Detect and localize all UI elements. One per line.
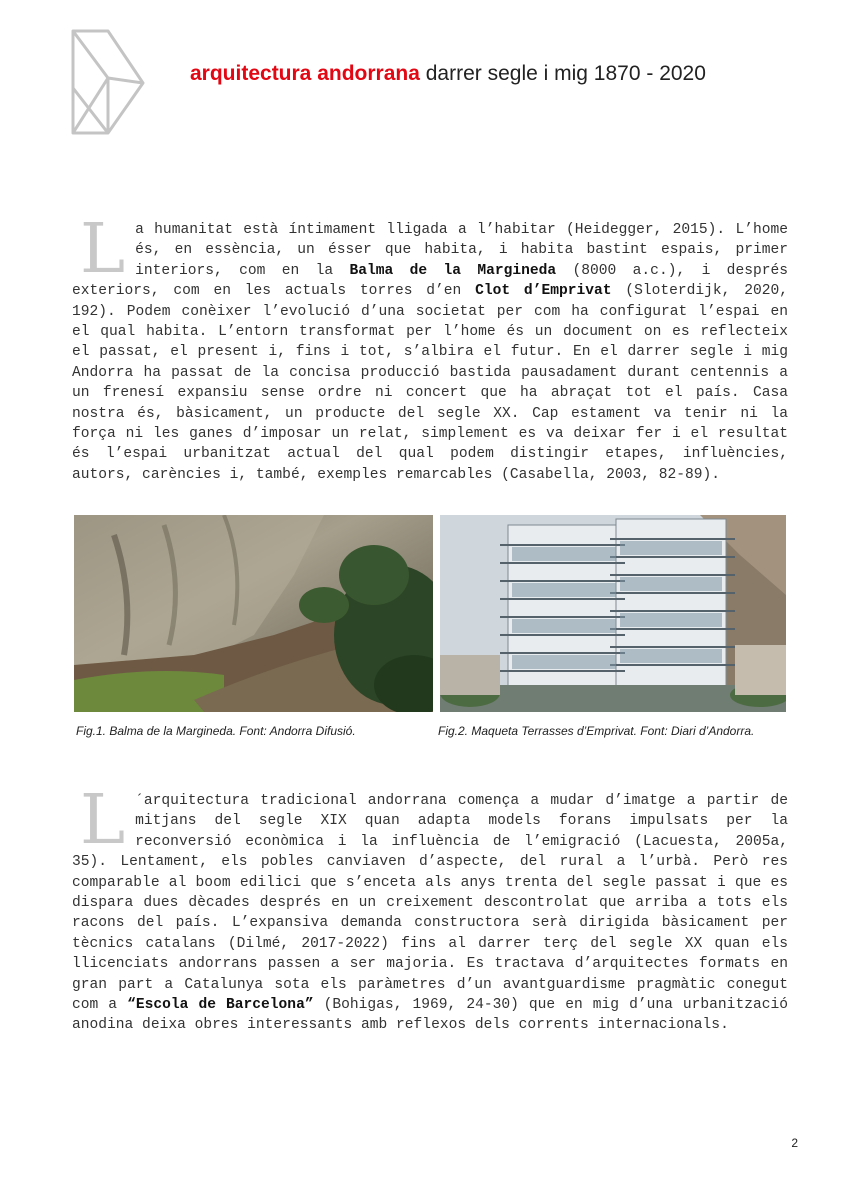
dropcap-1: L [80,210,126,289]
para2-text-2: (Bohigas, 1969, 24-30) que en mig d’una urbanització anodina deixa obres interessants amb reflexos dels corrents internacionals. [72,997,788,1034]
figure-1-caption: Fig.1. Balma de la Margineda. Font: Andorra Difusió. [76,724,356,738]
para1-text-1: a humanitat està íntimament lligada a l’habitar (Heidegger, 2015). L’home és, en essència, un ésser que habita, i habita bastint espais, primer interiors, com en la [135,222,788,279]
para1-bold-1: Balma de la Margineda [349,262,557,279]
para2-text-1: ´arquitectura tradicional andorrana comença a mudar d’imatge a partir de mitjans del segle XIX quan adapta models forans impulsats per la reconversió econòmica i la influència de l’emigració (Lacuesta, 2005a, 35). Lentament, els pobles canviaven d’aspecte, del rural a l’urbà. Però res comparable al boom edilici que s’enceta als anys trenta del segle passat i que es dispara dues dècades després en un creixement descontrolat que arriba a tots els racons del país. L’expansiva demanda constructora serà dirigida bàsicament per tècnics catalans (Dilmé, 2017-2022) fins al darrer terç del segle XX quan els llicenciats andorrans passen a ser majoria. Es tractava d’arquitectes formats en gran part a Catalunya sota els paràmetres d’un avantguardisme pragmàtic conegut com a [72,793,788,1014]
para1-bold-2: Clot d’Emprivat [475,283,612,300]
paragraph-1 [72,210,788,485]
photo-terrasses-emprivat [440,515,786,712]
logo-icon [70,28,146,136]
figure-2-caption: Fig.2. Maqueta Terrasses d’Emprivat. Font: Diari d’Andorra. [438,724,755,738]
para1-text-3: (Sloterdijk, 2020, 192). Podem conèixer l’evolució d’una societat per com ha configurat l’espai en el qual habita. L’entorn transformat per l’home és un document on es reflecteix el passat, el present i, fins i tot, s’albira el futur. En el darrer segle i mig Andorra ha passat de la concisa producció bastida pausadament durant centennis a un frenesí expansiu sense ordre ni concert que ha abraçat tot el país. Casa nostra és, bàsicament, un producte del segle XX. Cap estament va tenir ni la força ni les ganes d’imposar un relat, simplement es va deixar fer i el resultat és l’espai urbanitzat actual del qual podem distingir etapes, influències, autors, carències i, també, exemples remarcables (Casabella, 2003, 82-89). [72,283,788,483]
photo-balma-margineda [74,515,433,712]
paragraph-2 [72,781,788,1036]
para1-text-2: (8000 a.c.), i després exteriors, com en les actuals torres d’en [72,262,788,300]
page-number: 2 [791,1136,798,1150]
dropcap-2: L [80,781,126,860]
para2-bold-1: “Escola de Barcelona” [127,997,314,1014]
header-title-rest: darrer segle i mig 1870 - 2020 [425,62,706,85]
header-title-accent: arquitectura andorrana [190,62,420,85]
page-header [190,62,706,86]
